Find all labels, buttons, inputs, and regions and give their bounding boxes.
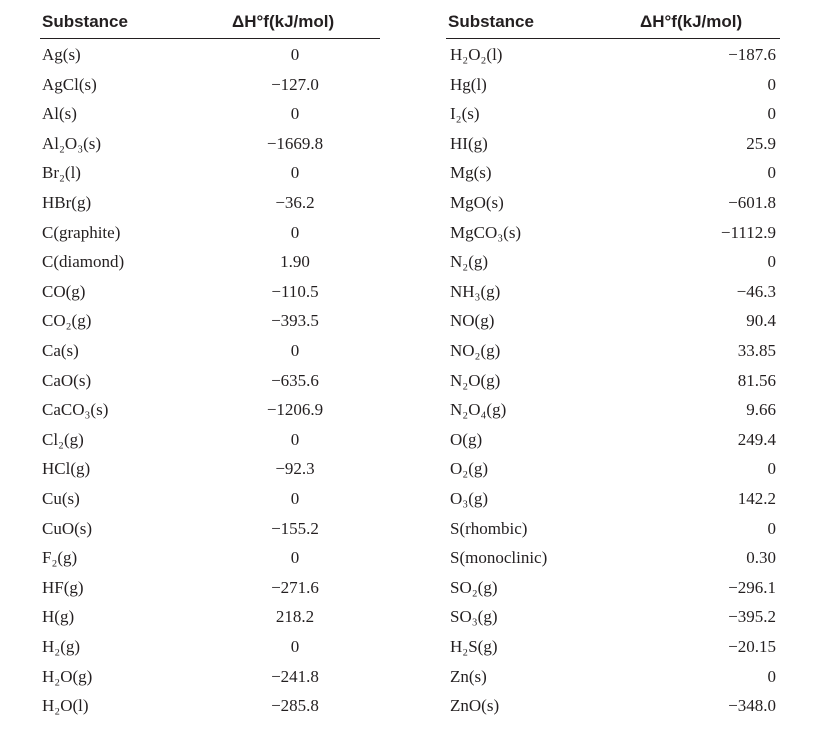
substance-cell: Ca(s) xyxy=(42,341,79,360)
substance-cell: O(g) xyxy=(450,429,483,449)
table-row xyxy=(0,395,820,425)
enthalpy-cell: −36.2 xyxy=(275,193,315,212)
substance-cell: CO₂(g) xyxy=(42,311,92,331)
substance-cell: H₂O(g) xyxy=(42,666,93,686)
enthalpy-cell: 0 xyxy=(290,489,300,508)
substance-cell: Hg(l) xyxy=(450,74,487,94)
table-row xyxy=(0,691,820,721)
header-enthalpy-right: ΔH°f(kJ/mol) xyxy=(640,12,743,31)
enthalpy-cell: −155.2 xyxy=(271,518,319,538)
substance-cell: MgCO₃(s) xyxy=(450,222,522,242)
substance-cell: NH₃(g) xyxy=(450,281,501,301)
header-substance-right: Substance xyxy=(448,12,534,31)
enthalpy-cell: −127.0 xyxy=(271,74,319,94)
substance-cell: Cu(s) xyxy=(42,489,80,508)
header-rule-right xyxy=(446,38,780,39)
table-row xyxy=(0,306,820,336)
substance-cell: H₂O₂(l) xyxy=(450,45,503,64)
substance-cell: Zn(s) xyxy=(450,666,487,686)
substance-cell: CuO(s) xyxy=(42,518,93,538)
enthalpy-cell: 25.9 xyxy=(746,133,776,153)
enthalpy-cell: −1669.8 xyxy=(266,133,324,153)
enthalpy-cell: −92.3 xyxy=(275,459,315,479)
substance-cell: H₂(g) xyxy=(42,637,81,656)
enthalpy-cell: 0 xyxy=(290,637,300,656)
table-row xyxy=(0,218,820,248)
enthalpy-cell: −1112.9 xyxy=(720,222,776,242)
table-row xyxy=(0,632,820,662)
enthalpy-cell: 90.4 xyxy=(746,311,776,331)
substance-cell: ZnO(s) xyxy=(450,696,500,716)
table-row xyxy=(0,602,820,632)
substance-cell: SO₂(g) xyxy=(450,577,498,597)
enthalpy-cell: −393.5 xyxy=(271,311,319,331)
substance-cell: Mg(s) xyxy=(450,163,492,183)
enthalpy-cell: 0 xyxy=(290,341,300,360)
enthalpy-cell: 249.4 xyxy=(737,429,776,449)
enthalpy-cell: 0 xyxy=(290,222,300,242)
substance-cell: Al₂O₃(s) xyxy=(42,133,102,153)
enthalpy-cell: 0.30 xyxy=(746,548,776,568)
enthalpy-cell: 33.85 xyxy=(737,341,776,360)
table-row xyxy=(0,336,820,366)
enthalpy-cell: 0 xyxy=(290,45,300,64)
table-row xyxy=(0,99,820,129)
enthalpy-cell: −395.2 xyxy=(728,607,776,627)
table-row xyxy=(0,129,820,159)
enthalpy-cell: 81.56 xyxy=(737,370,776,390)
enthalpy-cell: −46.3 xyxy=(736,281,776,301)
table-row xyxy=(0,40,820,70)
table-row xyxy=(0,425,820,455)
substance-cell: O₂(g) xyxy=(450,459,489,479)
enthalpy-cell: −187.6 xyxy=(728,45,776,64)
table-row xyxy=(0,277,820,307)
enthalpy-cell: 0 xyxy=(767,459,776,479)
enthalpy-cell: 0 xyxy=(290,548,300,568)
substance-cell: H₂O(l) xyxy=(42,696,89,716)
substance-cell: CaCO₃(s) xyxy=(42,400,109,420)
substance-cell: NO(g) xyxy=(450,311,495,331)
enthalpy-cell: −285.8 xyxy=(271,696,319,716)
enthalpy-cell: 0 xyxy=(290,104,300,124)
header-substance-left: Substance xyxy=(42,12,128,31)
substance-cell: Ag(s) xyxy=(42,45,81,64)
substance-cell: H(g) xyxy=(42,607,75,627)
substance-cell: S(rhombic) xyxy=(450,518,528,538)
substance-cell: SO₃(g) xyxy=(450,607,498,627)
enthalpy-cell: −601.8 xyxy=(728,193,776,212)
substance-cell: CO(g) xyxy=(42,281,86,301)
table-row xyxy=(0,188,820,218)
substance-cell: HCl(g) xyxy=(42,459,91,479)
enthalpy-cell: 0 xyxy=(290,163,300,183)
substance-cell: N₂(g) xyxy=(450,252,489,272)
enthalpy-cell: −241.8 xyxy=(271,666,319,686)
enthalpy-cell: −110.5 xyxy=(271,281,319,301)
substance-cell: NO₂(g) xyxy=(450,341,501,360)
substance-cell: HF(g) xyxy=(42,577,84,597)
enthalpy-cell: 0 xyxy=(767,252,776,272)
enthalpy-cell: 0 xyxy=(767,74,776,94)
table-row xyxy=(0,573,820,603)
substance-cell: Br₂(l) xyxy=(42,163,81,183)
enthalpy-cell: 142.2 xyxy=(737,489,776,508)
substance-cell: C(graphite) xyxy=(42,222,121,242)
enthalpy-cell: 0 xyxy=(767,163,776,183)
substance-cell: I₂(s) xyxy=(450,104,480,124)
enthalpy-cell: 0 xyxy=(290,429,300,449)
enthalpy-cell: −20.15 xyxy=(728,637,776,656)
enthalpy-cell: −348.0 xyxy=(728,696,776,716)
substance-cell: MgO(s) xyxy=(450,193,504,212)
substance-cell: Al(s) xyxy=(42,104,77,124)
table-row xyxy=(0,158,820,188)
table-row xyxy=(0,247,820,277)
substance-cell: AgCl(s) xyxy=(42,74,97,94)
enthalpy-cell: 0 xyxy=(767,104,776,124)
substance-cell: CaO(s) xyxy=(42,370,92,390)
enthalpy-cell: −635.6 xyxy=(271,370,319,390)
table-row xyxy=(0,454,820,484)
enthalpy-cell: −296.1 xyxy=(728,577,776,597)
substance-cell: C(diamond) xyxy=(42,252,125,272)
table-row xyxy=(0,484,820,514)
enthalpy-cell: 9.66 xyxy=(746,400,776,420)
substance-cell: HBr(g) xyxy=(42,193,92,212)
substance-cell: N₂O₄(g) xyxy=(450,400,507,420)
substance-cell: HI(g) xyxy=(450,133,488,153)
substance-cell: N₂O(g) xyxy=(450,370,501,390)
enthalpy-cell: 218.2 xyxy=(275,607,315,627)
substance-cell: H₂S(g) xyxy=(450,637,498,656)
table-row xyxy=(0,366,820,396)
substance-cell: Cl₂(g) xyxy=(42,429,84,449)
enthalpy-cell: 1.90 xyxy=(280,252,310,272)
enthalpy-cell: 0 xyxy=(767,518,776,538)
table-row xyxy=(0,662,820,692)
enthalpy-cell: 0 xyxy=(767,666,776,686)
substance-cell: F₂(g) xyxy=(42,548,78,568)
table-row xyxy=(0,70,820,100)
header-rule-left xyxy=(40,38,380,39)
table-row xyxy=(0,514,820,544)
substance-cell: O₃(g) xyxy=(450,489,489,508)
enthalpy-cell: −1206.9 xyxy=(266,400,324,420)
substance-cell: S(monoclinic) xyxy=(450,548,548,568)
table-row xyxy=(0,543,820,573)
enthalpy-cell: −271.6 xyxy=(271,577,319,597)
header-enthalpy-left: ΔH°f(kJ/mol) xyxy=(232,12,335,31)
